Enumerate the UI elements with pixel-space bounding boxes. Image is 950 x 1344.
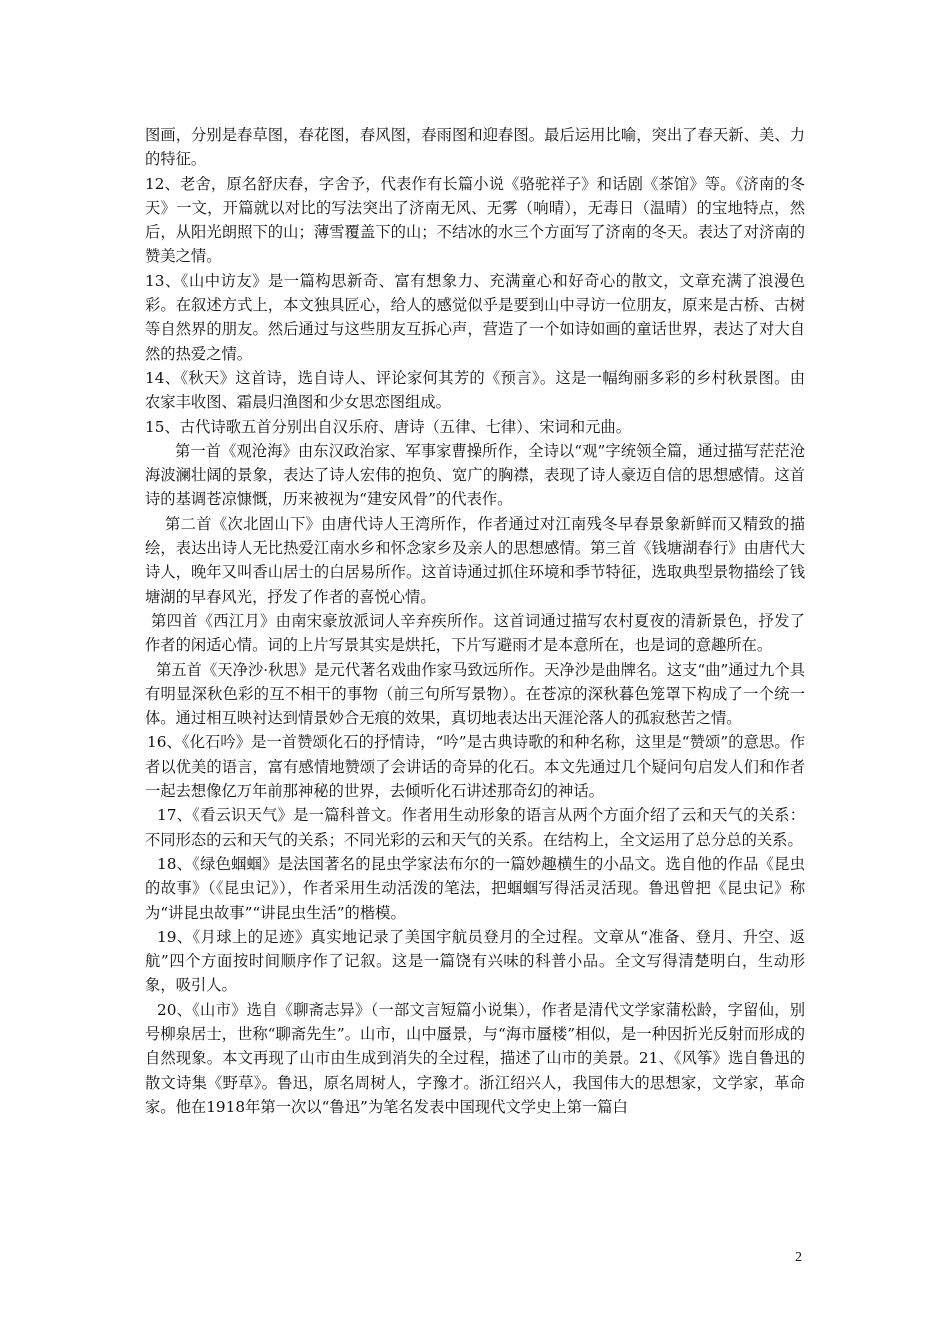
paragraph-16-fossil: 16、《化石吟》是一首赞颂化石的抒情诗，“吟”是古典诗歌的和种名称，这里是“赞颂”的意思。作者以优美的语言，富有感情地赞颂了会讲话的奇异的化石。本文先通过几个疑问句启发人们和作者一起去想像亿万年前那神秘的世界，去倾听化石讲述那奇幻的神话。 (145, 733, 805, 801)
paragraph-18-katydid: 18、《绿色蝈蝈》是法国著名的昆虫学家法布尔的一篇妙趣横生的小品文。选自他的作品《昆虫的故事》（《昆虫记》），作者采用生动活泼的笔法，把蝈蝈写得活灵活现。鲁迅曾把《昆虫记》称为“讲昆虫故事”“讲昆虫生活”的楷模。 (145, 854, 805, 922)
paragraph-poem-2-3: 第二首《次北固山下》由唐代诗人王湾所作，作者通过对江南残冬早春景象新鲜而又精致的描绘，表达出诗人无比热爱江南水乡和怀念家乡及亲人的思想感情。第三首《钱塘湖春行》由唐代大诗人，晚年又叫香山居士的白居易所作。这首诗通过抓住环境和季节特征，选取典型景物描绘了钱塘湖的早春风光，抒发了作者的喜悦心情。 (145, 514, 805, 606)
paragraph-12-lao-she: 12、老舍，原名舒庆春，字舍予，代表作有长篇小说《骆驼祥子》和话剧《茶馆》等。《济南的冬天》一文，开篇就以对比的写法突出了济南无风、无雾（响晴），无毒日（温晴）的宝地特点，然后，从阳光朗照下的山；薄雪覆盖下的山；不结冰的水三个方面写了济南的冬天。表达了对济南的赞美之情。 (145, 174, 805, 266)
paragraph-14-autumn: 14、《秋天》这首诗，选自诗人、评论家何其芳的《预言》。这是一幅绚丽多彩的乡村秋景图。由农家丰收图、霜晨归渔图和少女思恋图组成。 (145, 368, 805, 412)
paragraph-17-clouds: 17、《看云识天气》是一篇科普文。作者用生动形象的语言从两个方面介绍了云和天气的关系：不同形态的云和天气的关系；不同光彩的云和天气的关系。在结构上，全文运用了总分总的关系。 (145, 806, 805, 849)
page-number: 2 (795, 1250, 802, 1265)
paragraph-20-mountain-market: 20、《山市》选自《聊斋志异》（一部文言短篇小说集），作者是清代文学家蒲松龄，字留仙，别号柳泉居士，世称“聊斋先生”。山市，山中蜃景，与“海市蜃楼”相似，是一种因折光反射而形成的自然现象。本文再现了山市由生成到消失的全过程，描述了山市的美景。21、《风筝》选自鲁迅的散文诗集《野草》。鲁迅，原名周树人，字豫才。浙江绍兴人，我国伟大的思想家，文学家，革命家。他在1918年第一次以“鲁迅”为笔名发表中国现代文学史上第一篇白 (145, 1000, 805, 1116)
paragraph-13-visiting-friends: 13、《山中访友》是一篇构思新奇、富有想象力、充满童心和好奇心的散文，文章充满了浪漫色彩。在叙述方式上，本文独具匠心，给人的感觉似乎是要到山中寻访一位朋友，原来是古桥、古树等自然界的朋友。然后通过与这些朋友互拆心声，营造了一个如诗如画的童话世界，表达了对大自然的热爱之情。 (145, 271, 805, 363)
document-body (145, 123, 805, 1119)
paragraph-poem-1: 第一首《观沧海》由东汉政治家、军事家曹操所作，全诗以“观”字统领全篇，通过描写茫茫沧海波澜壮阔的景象，表达了诗人宏伟的抱负、宽广的胸襟，表现了诗人豪迈自信的思想感情。这首诗的基调苍凉慷慨，历来被视为“建安风骨”的代表作。 (145, 441, 805, 509)
paragraph-15-ancient-poems: 15、古代诗歌五首分别出自汉乐府、唐诗（五律、七律）、宋词和元曲。 (145, 417, 632, 436)
paragraph-poem-4: 第四首《西江月》由南宋豪放派词人辛弃疾所作。这首词通过描写农村夏夜的清新景色，抒发了作者的闲适心情。词的上片写景其实是烘托，下片写避雨才是本意所在，也是词的意趣所在。 (145, 611, 805, 655)
paragraph-19-moon: 19、《月球上的足迹》真实地记录了美国宇航员登月的全过程。文章从“准备、登月、升空、返航”四个方面按时间顺序作了记叙。这是一篇饶有兴味的科普小品。全文写得清楚明白，生动形象，吸引人。 (145, 927, 805, 995)
paragraph-spring-pictures: 图画，分别是春草图，春花图，春风图，春雨图和迎春图。最后运用比喻，突出了春天新、美、力的特征。 (145, 126, 805, 169)
paragraph-poem-5: 第五首《天净沙·秋思》是元代著名戏曲作家马致远所作。天净沙是曲牌名。这支“曲”通过九个具有明显深秋色彩的互不相干的事物（前三句所写景物）。在苍凉的深秋暮色笼罩下构成了一个统一体。通过相互映衬达到情景妙合无痕的效果，真切地表达出天涯沦落人的孤寂愁苦之情。 (145, 660, 805, 728)
